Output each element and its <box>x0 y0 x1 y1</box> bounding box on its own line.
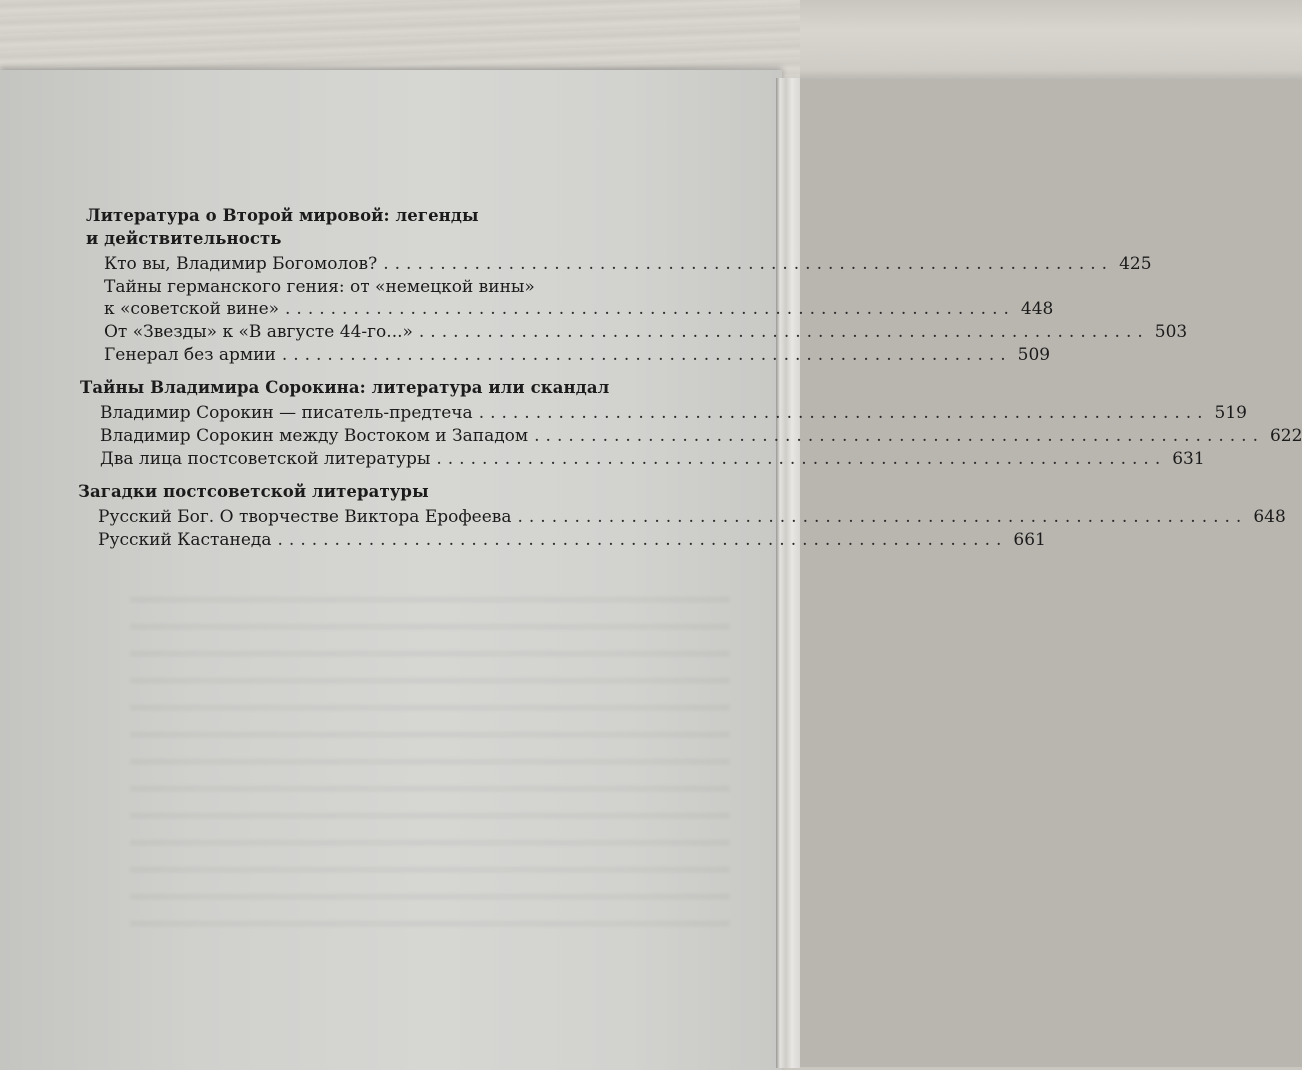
toc-entry-line1[interactable] <box>104 277 535 297</box>
toc-entry[interactable] <box>98 507 1286 527</box>
page-number: 631 <box>1172 449 1205 469</box>
toc-entry[interactable] <box>104 254 1152 274</box>
leader-dots: ................................................................ <box>517 507 1248 527</box>
entry-title: Два лица постсоветской литературы <box>100 449 431 469</box>
page-number: 622 <box>1269 426 1302 446</box>
leader-dots: ................................................................ <box>534 426 1264 446</box>
leader-dots: ................................................................ <box>277 530 1008 550</box>
leader-dots: ................................................................ <box>383 254 1114 274</box>
section-heading: Тайны Владимира Сорокина: литература или скандал <box>80 378 610 397</box>
page-number: 503 <box>1154 322 1188 342</box>
entry-title: Русский Бог. О творчестве Виктора Ерофеева <box>98 507 512 527</box>
page-number: 425 <box>1119 254 1152 274</box>
leader-dots: ................................................................ <box>281 345 1012 365</box>
entry-title: Генерал без армии <box>104 345 276 365</box>
entry-title: к «советской вине» <box>104 299 280 319</box>
toc-entry[interactable] <box>104 345 1051 365</box>
leader-dots: ................................................................ <box>418 322 1149 342</box>
toc-entry[interactable] <box>100 449 1205 469</box>
toc-entry[interactable] <box>104 299 1054 319</box>
toc-entry[interactable] <box>100 426 1302 446</box>
page-number: 661 <box>1013 530 1046 550</box>
toc-entry[interactable] <box>98 530 1046 550</box>
section-heading: и действительность <box>86 229 282 248</box>
leader-dots: ................................................................ <box>436 449 1167 469</box>
page-number: 448 <box>1020 299 1054 319</box>
section-heading: Загадки постсоветской литературы <box>78 482 429 501</box>
entry-title: Владимир Сорокин — писатель-предтеча <box>100 403 473 423</box>
entry-title: От «Звезды» к «В августе 44-го...» <box>104 322 413 342</box>
toc-entry[interactable] <box>104 322 1188 342</box>
page-number: 648 <box>1253 507 1286 527</box>
leader-dots: ................................................................ <box>285 299 1015 319</box>
page-number: 509 <box>1017 345 1051 365</box>
entry-title: Русский Кастанеда <box>98 530 272 550</box>
leader-dots: ................................................................ <box>478 403 1209 423</box>
toc-entry[interactable] <box>100 403 1247 423</box>
page-number: 519 <box>1214 403 1247 423</box>
entry-title: Кто вы, Владимир Богомолов? <box>104 254 378 274</box>
entry-title: Владимир Сорокин между Востоком и Западом <box>100 426 529 446</box>
section-heading: Литература о Второй мировой: легенды <box>86 206 479 225</box>
entry-title: Тайны германского гения: от «немецкой вины» <box>104 277 535 297</box>
